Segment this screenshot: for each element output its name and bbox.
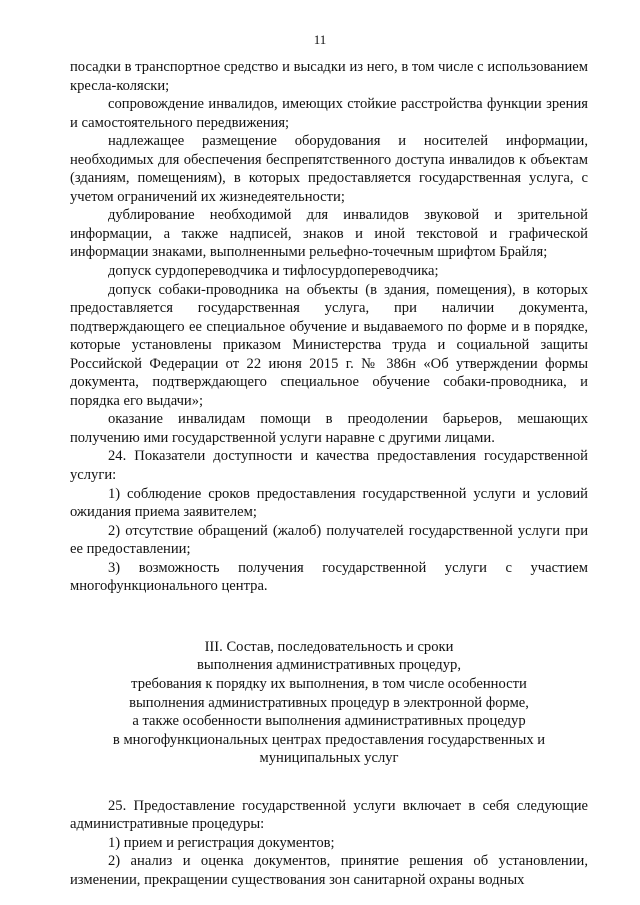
heading-line: в многофункциональных центрах предоставления государственных и	[112, 731, 546, 748]
list-item-1-deadlines: 1) соблюдение сроков предоставления государственной услуги и условий ожидания приема заявителем;	[70, 485, 588, 521]
paragraph-item-25: 25. Предоставление государственной услуги включает в себя следующие административные процедуры:	[70, 797, 588, 833]
paragraph-escort-disabled: сопровождение инвалидов, имеющих стойкие расстройства функции зрения и самостоятельного передвижения;	[70, 96, 588, 131]
heading-line: выполнения административных процедур в электронной форме,	[129, 694, 529, 711]
heading-line: III. Состав, последовательность и сроки	[204, 638, 454, 655]
paragraph-guide-dog: допуск собаки-проводника на объекты (в здания, помещения), в которых предоставляется государственная услуга, при наличии документа, подтверждающего ее специальное обучение и выдаваемого по форме и в порядке, которые установлены приказом Министерства труда и социальной защиты Российской Федерации от 22 июня 2015 г. № 386н «Об утверждении формы документа, подтверждающего специальное обучение собаки-проводника, и порядка его выдачи»;	[70, 281, 588, 409]
page-number: 11	[313, 32, 327, 47]
list-item-2-analysis: 2) анализ и оценка документов, принятие решения об установлении, изменении, прекращении существования зон санитарной охраны водных	[70, 853, 588, 888]
paragraph-braille-duplication: дублирование необходимой для инвалидов звуковой и зрительной информации, а также надписей, знаков и иной текстовой и графической информации знаками, выполненными рельефно-точечным шрифтом Брайля;	[70, 207, 588, 261]
paragraph-equipment-placement: надлежащее размещение оборудования и носителей информации, необходимых для обеспечения беспрепятственного доступа инвалидов к объектам (зданиям, помещениям), в которых предоставляется государственная услуга, с учетом ограничений их жизнедеятельности;	[70, 133, 588, 205]
paragraph-item-24: 24. Показатели доступности и качества предоставления государственной услуги:	[70, 448, 588, 484]
list-item-3-mfc: 3) возможность получения государственной услуги с участием многофункционального центра.	[70, 559, 588, 595]
list-item-1-registration: 1) прием и регистрация документов;	[108, 834, 335, 851]
section-heading-iii	[70, 638, 588, 768]
heading-line: муниципальных услуг	[259, 750, 399, 767]
paragraph-sign-interpreter: допуск сурдопереводчика и тифлосурдопереводчика;	[108, 263, 439, 280]
paragraph-barrier-help: оказание инвалидам помощи в преодолении барьеров, мешающих получению ими государственной услуги наравне с другими лицами.	[70, 411, 588, 446]
heading-line: требования к порядку их выполнения, в том числе особенности	[131, 675, 527, 692]
list-item-2-complaints: 2) отсутствие обращений (жалоб) получателей государственной услуги при ее предоставлении;	[70, 522, 588, 558]
paragraph-boarding-assistance: посадки в транспортное средство и высадки из него, в том числе с использованием кресла-коляски;	[70, 59, 588, 94]
heading-line: выполнения административных процедур,	[197, 657, 461, 674]
heading-line: а также особенности выполнения административных процедур	[132, 713, 526, 730]
document-body	[70, 58, 588, 889]
